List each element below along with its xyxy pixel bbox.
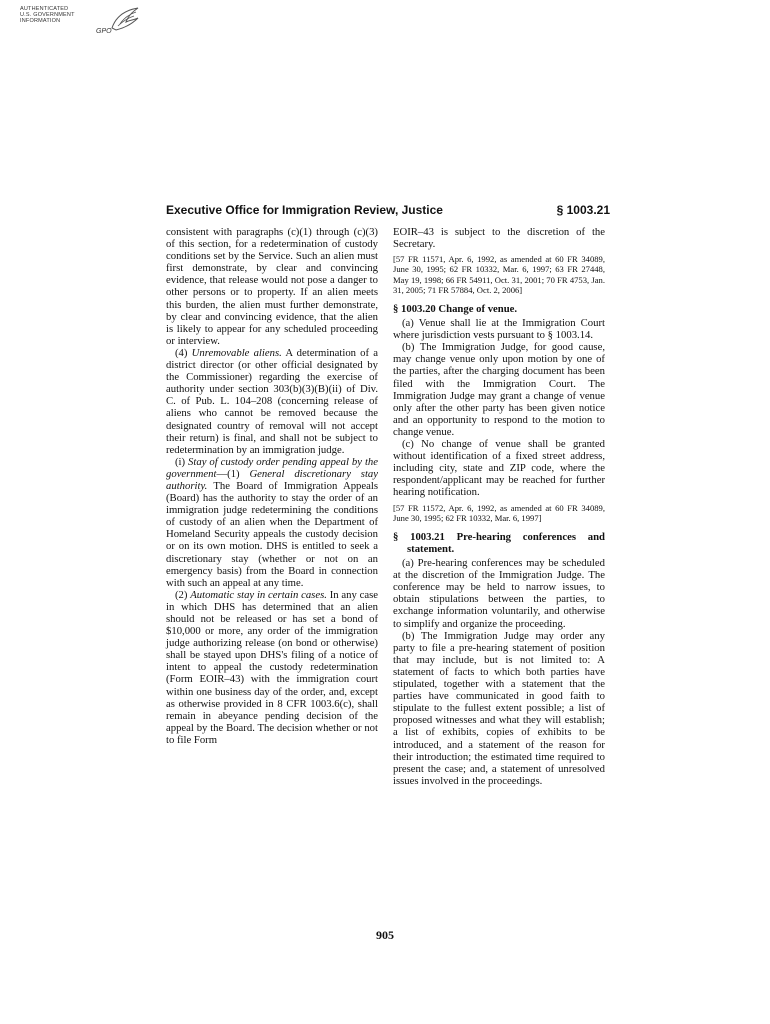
paragraph-number: (i) (175, 455, 186, 468)
seal-line-information: INFORMATION (20, 18, 61, 24)
paragraph-automatic-stay (166, 589, 378, 746)
paragraph-subtitle: General discretionary stay authority. (166, 467, 378, 492)
paragraph-title: Stay of custody order pending appeal by the government (166, 455, 378, 480)
paragraph-prehearing-a: (a) Pre-hearing conferences may be scheduled at the discretion of the Immigration Judge. The conference may be held to narrow issues, to obtain stipulations between the parties, to exchange information voluntarily, and otherwise to simplify and organize the proceeding. (393, 557, 605, 630)
paragraph-unremovable-aliens (166, 347, 378, 456)
paragraph-stay-of-custody (166, 456, 378, 589)
seal-line-authenticated: AUTHENTICATED (20, 6, 69, 12)
paragraph-text: The Board of Immigration Appeals (Board) has the authority to stay the order of an immigration judge redetermining the conditions of custody of an alien when the Department of Homeland Security appeals the custody decision or on its own motion. DHS is entitled to seek a discretionary stay (whether or not on an emergency basis) from the Board in connection with such an appeal at any time. (166, 479, 378, 589)
paragraph-venue-a: (a) Venue shall lie at the Immigration Court where jurisdiction vests pursuant to § 1003.14. (393, 317, 605, 342)
paragraph-venue-c: (c) No change of venue shall be granted without identification of a fixed street address, including city, state and ZIP code, where the respondent/applicant may be reached for further hearing notification. (393, 438, 605, 499)
paragraph-title: Automatic stay in certain cases. (190, 588, 327, 601)
paragraph-text: A determination of a district director (or other official designated by the Commissioner) regarding the exercise of authority under section 303(b)(3)(B)(ii) of Div. C. of Pub. L. 104–208 (concerning release of aliens who cannot be removed because the designated country of removal will not accept their return) is final, and shall not be subject to redetermination by an immigration judge. (166, 346, 378, 456)
seal-gpo-text: GPO (96, 28, 112, 35)
paragraph-number: (4) (175, 346, 188, 359)
paragraph-custody-redetermination: consistent with paragraphs (c)(1) through (c)(3) of this section, for a redetermination of custody conditions set by the Service. Such an alien must first demonstrate, by clear and convincing evidence, that release would not pose a danger to other persons or to property. If an alien meets this burden, the alien must further demonstrate, by clear and convincing evidence, that the alien is likely to appear for any scheduled proceeding or interview. (166, 226, 378, 347)
seal-line-government: U.S. GOVERNMENT (20, 12, 75, 18)
section-heading-1003-20: § 1003.20 Change of venue. (393, 303, 518, 315)
header-agency-title: Executive Office for Immigration Review, Justice (166, 203, 443, 217)
paragraph-text: In any case in which DHS has determined that an alien should not be released or has set a bond of $10,000 or more, any order of the immigration judge authorizing release (on bond or otherwise) shall be stayed upon DHS's filing of a notice of intent to appeal the custody redetermination (Form EOIR–43) with the immigration court within one business day of the order, and, except as otherwise provided in 8 CFR 1003.6(c), shall remain in abeyance pending decision of the appeal by the Board. The decision whether or not to file Form (166, 588, 378, 746)
eagle-seal-icon (108, 6, 142, 34)
citation-1003-20: [57 FR 11572, Apr. 6, 1992, as amended at 60 FR 34089, June 30, 1995; 62 FR 10332, Mar. 6, 1997] (393, 502, 605, 523)
paragraph-prehearing-b: (b) The Immigration Judge may order any party to file a pre-hearing statement of position that may include, but is not limited to: A statement of facts to which both parties have stipulated, together with a statement that the parties have communicated in good faith to stipulate to the fullest extent possible; a list of proposed witnesses and what they will establish; a list of exhibits, copies of exhibits to be introduced, and a statement of the reason for their introduction; the estimated time required to present the case; and, a statement of unresolved issues involved in the proceedings. (393, 629, 605, 787)
paragraph-number: (2) (175, 588, 188, 601)
gpo-authentication-seal (20, 6, 150, 46)
right-column (393, 226, 605, 787)
section-heading-1003-21: § 1003.21 Pre-hearing conferences and statement. (393, 530, 605, 555)
paragraph-eoir-discretion: EOIR–43 is subject to the discretion of the Secretary. (393, 226, 605, 251)
header-section-number: § 1003.21 (556, 203, 610, 217)
paragraph-venue-b: (b) The Immigration Judge, for good cause, may change venue only upon motion by one of the parties, after the charging document has been filed with the Immigration Court. The Immigration Judge may grant a change of venue only after the other party has been given notice and an opportunity to respond to the motion to change venue. (393, 341, 605, 438)
page-number: 905 (376, 928, 394, 942)
paragraph-title: Unremovable aliens. (191, 346, 282, 359)
left-column (166, 226, 378, 746)
paragraph-dash: —(1) (216, 467, 240, 480)
citation-1003-19: [57 FR 11571, Apr. 6, 1992, as amended at 60 FR 34089, June 30, 1995; 62 FR 10332, Mar. 6, 1997; 63 FR 27448, May 19, 1998; 66 FR 54911, Oct. 31, 2001; 70 FR 4753, Jan. 31, 2005; 71 FR 57884, Oct. 2, 2006] (393, 254, 605, 295)
